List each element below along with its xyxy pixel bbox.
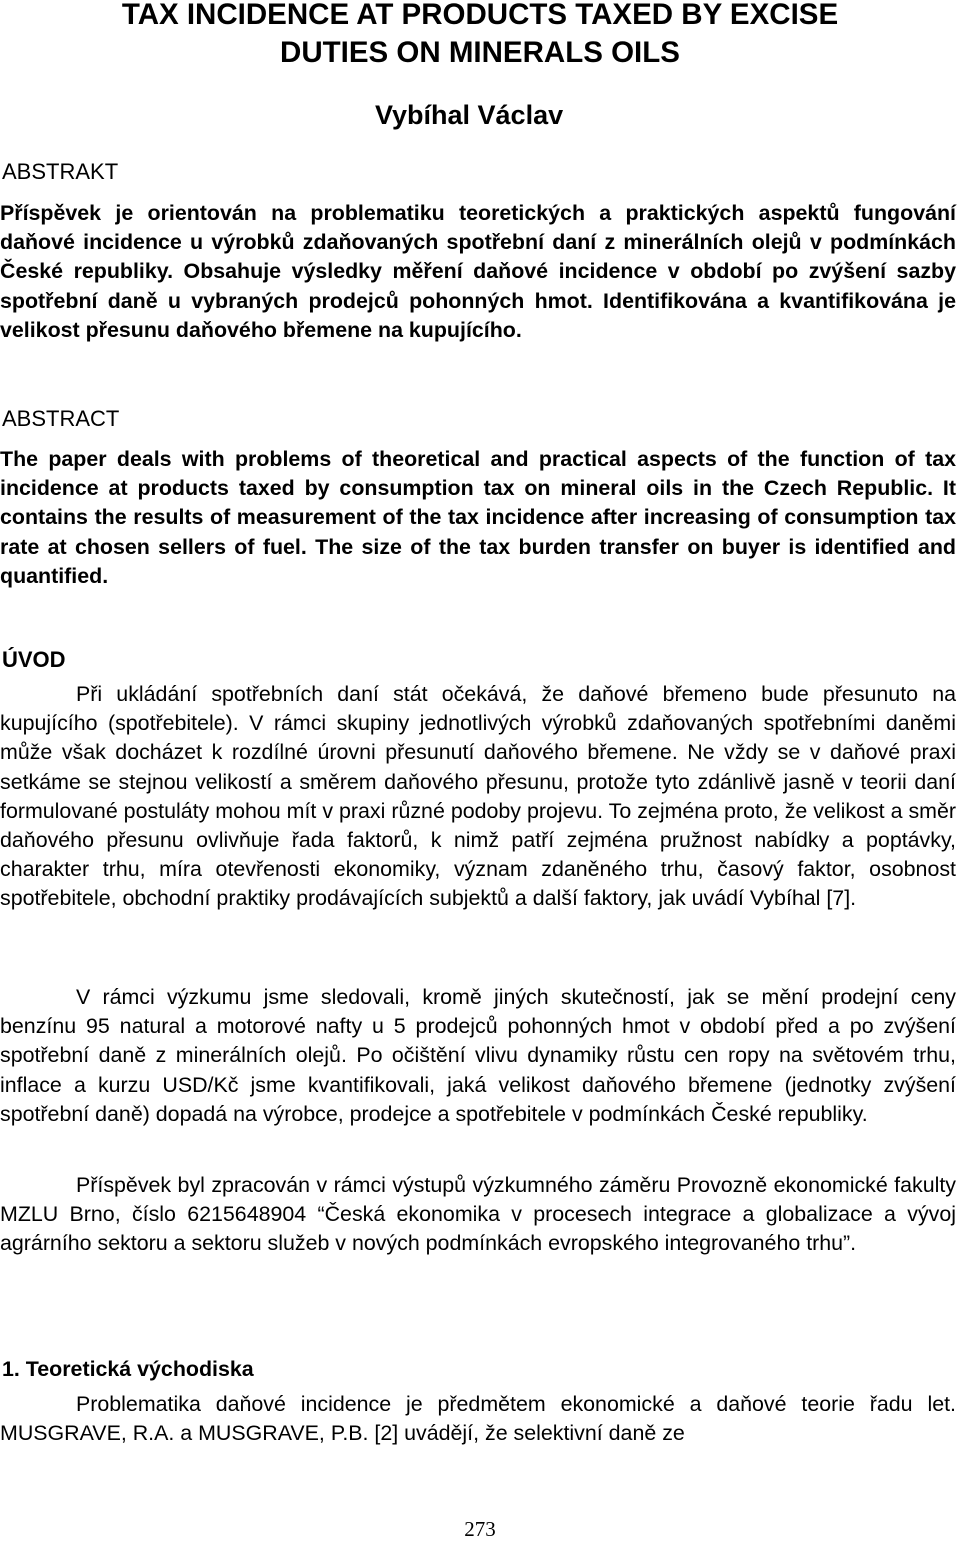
title-line-2: DUTIES ON MINERALS OILS xyxy=(280,36,680,69)
uvod-paragraph-3: Příspěvek byl zpracován v rámci výstupů výzkumného záměru Provozně ekonomické fakulty MZLU Brno, číslo 6215648904 “Česká ekonomika v procesech integrace a globalizace a vývoj agrárního sektoru a sektoru služeb v nových podmínkách evropského integrovaného trhu”. xyxy=(0,1173,956,1256)
abstract-heading: ABSTRACT xyxy=(2,406,120,431)
section-1-heading: 1. Teoretická východiska xyxy=(2,1357,254,1381)
abstract-text: The paper deals with problems of theoretical and practical aspects of the function of tax incidence at products taxed by consumption tax on mineral oils in the Czech Republic. It contains the results of measurement of the tax incidence after increasing of consumption tax rate at chosen sellers of fuel. The size of the tax burden transfer on buyer is identified and quantified. xyxy=(0,447,956,588)
section-1-text: Problematika daňové incidence je předmětem ekonomické a daňové teorie řadu let. MUSGRAVE, R.A. a MUSGRAVE, P.B. [2] uvádějí, že selektivní daně ze xyxy=(0,1392,956,1446)
page-number: 273 xyxy=(464,1517,496,1541)
paper-title xyxy=(0,0,960,72)
abstrakt-heading: ABSTRAKT xyxy=(2,159,119,184)
uvod-paragraph-1: Při ukládání spotřebních daní stát očekává, že daňové břemeno bude přesunuto na kupujícího (spotřebitele). V rámci skupiny jednotlivých výrobků zdaňovaných spotřebními daněmi může však docházet k rozdílné úrovni přesunutí daňového břemene. Ne vždy se v daňové praxi setkáme se stejnou velikostí a směrem daňového přesunu, protože tyto zdánlivě jasně v teorii daní formulované postuláty mohou mít v praxi různé podoby projevu. To zejména proto, že velikost a směr daňového přesunu ovlivňuje řada faktorů, k nimž patří zejména pružnost nabídky a poptávky, charakter trhu, míra otevřenosti ekonomiky, význam zdaněného trhu, časový faktor, osobnost spotřebitele, obchodní praktiky prodávajících subjektů a další faktory, jak uvádí Vybíhal [7]. xyxy=(0,682,956,911)
title-line-1: TAX INCIDENCE AT PRODUCTS TAXED BY EXCISE xyxy=(121,0,839,31)
uvod-heading: ÚVOD xyxy=(2,647,66,672)
uvod-paragraph-2: V rámci výzkumu jsme sledovali, kromě jiných skutečností, jak se mění prodejní ceny benzínu 95 natural a motorové nafty u 5 prodejců pohonných hmot v období před a po zvýšení spotřební daně z minerálních olejů. Po očištění vlivu dynamiky růstu cen ropy na světovém trhu, inflace a kurzu USD/Kč jsme kvantifikovali, jaká velikost daňového břemene (jednotky zvýšení spotřební daně) dopadá na výrobce, prodejce a spotřebitele v podmínkách České republiky. xyxy=(0,985,956,1126)
abstrakt-text: Příspěvek je orientován na problematiku teoretických a praktických aspektů fungování daňové incidence u výrobků zdaňovaných spotřební daní z minerálních olejů v podmínkách České republiky. Obsahuje výsledky měření daňové incidence v období po zvýšení sazby spotřební daně u vybraných prodejců pohonných hmot. Identifikována a kvantifikována je velikost přesunu daňového břemene na kupujícího. xyxy=(0,201,956,342)
author-name: Vybíhal Václav xyxy=(375,100,564,130)
